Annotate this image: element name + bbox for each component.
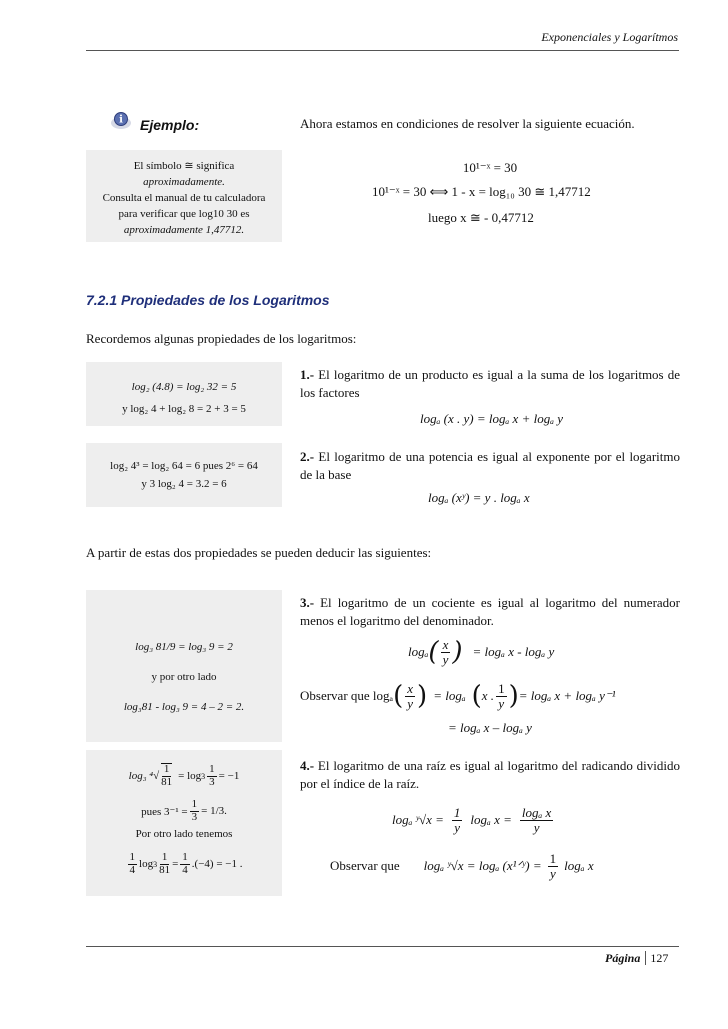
denominator: 3	[209, 775, 215, 788]
left-paren: (	[393, 681, 404, 711]
formula-part: logₐ x =	[470, 812, 512, 827]
example-label: Ejemplo:	[140, 117, 200, 133]
formula-part: = logₐ x + logₐ y⁻¹	[518, 688, 616, 703]
property-number: 3.-	[300, 595, 315, 610]
box-line: log₃81 - log₃ 9 = 4 – 2 = 2.	[123, 701, 245, 713]
info-icon	[110, 110, 134, 134]
formula-part: logₐ x	[564, 858, 594, 873]
numerator: 1	[129, 850, 136, 863]
property-description: El logaritmo de una raíz es igual al logaritmo del radicando dividido por el índice de la raíz.	[300, 758, 680, 791]
right-paren: )	[508, 681, 519, 711]
property-description: El logaritmo de un producto es igual a la suma de los logaritmos de los factores	[300, 367, 680, 400]
formula-part: logₐ ʸ√x = logₐ (x¹ᐟʸ) =	[423, 858, 542, 873]
numerator: 1	[182, 850, 188, 863]
running-header: Exponenciales y Logarítmos	[541, 30, 678, 44]
property-number: 1.-	[300, 367, 315, 382]
numerator: x	[407, 680, 414, 696]
note-box	[86, 150, 282, 242]
property-1-formula: logₐ (x . y) = logₐ x + logₐ y	[420, 411, 564, 426]
property-3-observe-line2: = logₐ x – logₐ y	[448, 720, 532, 735]
denominator: y	[442, 651, 449, 667]
note-line: aproximadamente 1,47712.	[123, 224, 245, 236]
note-line: El símbolo ≅ significa	[133, 160, 235, 172]
log-base: 3	[153, 859, 158, 869]
fraction	[405, 682, 415, 710]
fraction	[190, 799, 200, 823]
denominator: 4	[129, 863, 136, 876]
box-part: = log	[178, 770, 202, 782]
footer-rule	[86, 946, 679, 947]
property-number: 2.-	[300, 449, 315, 464]
fraction	[520, 806, 553, 834]
formula-part: = logₐ x - logₐ y	[472, 644, 555, 659]
numerator: 1	[549, 850, 557, 866]
property-4-observe	[330, 846, 594, 886]
note-line: Consulta el manual de tu calculadora	[102, 192, 266, 204]
box-line: log₂ 4³ = log₂ 64 = 6 pues 2⁶ = 64	[110, 460, 258, 472]
numerator: x	[442, 636, 449, 652]
box-part: .(−4) = −1 .	[191, 858, 243, 870]
box-line	[86, 758, 282, 794]
numerator: 1	[453, 804, 461, 820]
denominator: 81	[159, 863, 171, 876]
example-intro: Ahora estamos en condiciones de resolver la siguiente ecuación.	[300, 116, 635, 131]
box-part: =	[172, 858, 179, 870]
box-part: = 1/3.	[201, 805, 227, 817]
example-box-3	[86, 590, 282, 742]
fraction	[159, 852, 170, 876]
fraction	[128, 852, 138, 876]
box-part: pues 3⁻¹ =	[141, 805, 188, 818]
formula-part: = logₐ	[433, 688, 466, 703]
property-2-text	[300, 448, 680, 484]
fraction	[452, 806, 463, 834]
box-line: log₂ (4.8) = log₂ 32 = 5	[131, 381, 237, 393]
denominator: 3	[191, 810, 198, 823]
equation-1: 10¹⁻ˣ = 30	[462, 160, 518, 175]
property-3-text	[300, 594, 680, 630]
fraction	[548, 852, 559, 880]
denominator: 81	[161, 776, 173, 788]
numerator: 1	[498, 680, 505, 696]
denominator: y	[550, 865, 556, 881]
denominator: 4	[182, 863, 188, 876]
property-4-text	[300, 757, 680, 793]
denominator: y	[533, 819, 540, 835]
fraction	[441, 638, 451, 666]
box-line: Por otro lado tenemos	[135, 828, 233, 840]
header-rule	[86, 50, 679, 51]
property-1-text	[300, 366, 680, 402]
property-number: 4.-	[300, 758, 315, 773]
section-title: 7.2.1 Propiedades de los Logaritmos	[86, 292, 330, 308]
numerator: logₐ x	[521, 804, 552, 820]
formula-part: Observar que logₐ	[300, 688, 394, 703]
left-paren: (	[428, 637, 439, 667]
property-4-formula	[392, 800, 555, 840]
numerator: 1	[163, 763, 170, 776]
equation-2: 10¹⁻ˣ = 30 ⟺ 1 - x = log₁₀ 30 ≅ 1,47712	[372, 184, 591, 199]
box-part: = −1	[218, 770, 240, 782]
property-3-formula	[408, 632, 554, 672]
recall-paragraph: Recordemos algunas propiedades de los logaritmos:	[86, 331, 357, 346]
right-paren: )	[452, 637, 463, 667]
formula-part: logₐ	[408, 644, 429, 659]
property-3-observe	[300, 676, 616, 716]
denominator: y	[454, 819, 461, 835]
denominator: y	[407, 695, 414, 711]
fraction	[161, 763, 172, 788]
fraction	[207, 764, 217, 788]
box-line: y log₂ 4 + log₂ 8 = 2 + 3 = 5	[122, 403, 246, 415]
denominator: y	[498, 695, 505, 711]
example-box-1	[86, 362, 282, 426]
property-description: El logaritmo de un cociente es igual al logaritmo del numerador menos el logaritmo del denominador.	[300, 595, 680, 628]
note-line: aproximadamente.	[143, 176, 225, 188]
example-box-2	[86, 443, 282, 507]
box-line	[86, 794, 282, 828]
numerator: 1	[161, 850, 168, 863]
log-base: 3	[201, 771, 206, 781]
box-line	[86, 846, 282, 882]
note-line: para verificar que log10 30 es	[118, 208, 250, 220]
formula-part: logₐ ʸ√x =	[392, 812, 444, 827]
svg-text:i: i	[119, 114, 123, 126]
deduce-paragraph: A partir de estas dos propiedades se pueden deducir las siguientes:	[86, 545, 432, 560]
box-part: log₃ ⁴√	[128, 770, 160, 782]
fraction	[180, 852, 190, 876]
left-paren: (	[471, 681, 482, 711]
box-part: log	[139, 858, 154, 870]
box-line: log₃ 81/9 = log₃ 9 = 2	[135, 641, 233, 653]
equation-3: luego x ≅ - 0,47712	[428, 210, 534, 225]
property-description: El logaritmo de una potencia es igual al exponente por el logaritmo de la base	[300, 449, 680, 482]
box-line: y por otro lado	[151, 671, 217, 683]
property-2-formula: logₐ (xʸ) = y . logₐ x	[428, 490, 530, 505]
right-paren: )	[417, 681, 428, 711]
numerator: 1	[209, 762, 215, 775]
formula-part: Observar que	[330, 858, 400, 873]
fraction	[496, 682, 507, 710]
box-line: y 3 log₂ 4 = 3.2 = 6	[141, 478, 227, 490]
page-footer	[605, 951, 668, 966]
page-label: Página	[605, 951, 641, 965]
example-box-4	[86, 750, 282, 896]
numerator: 1	[191, 797, 198, 810]
formula-part: x .	[481, 688, 495, 703]
page-number: 127	[645, 951, 668, 965]
